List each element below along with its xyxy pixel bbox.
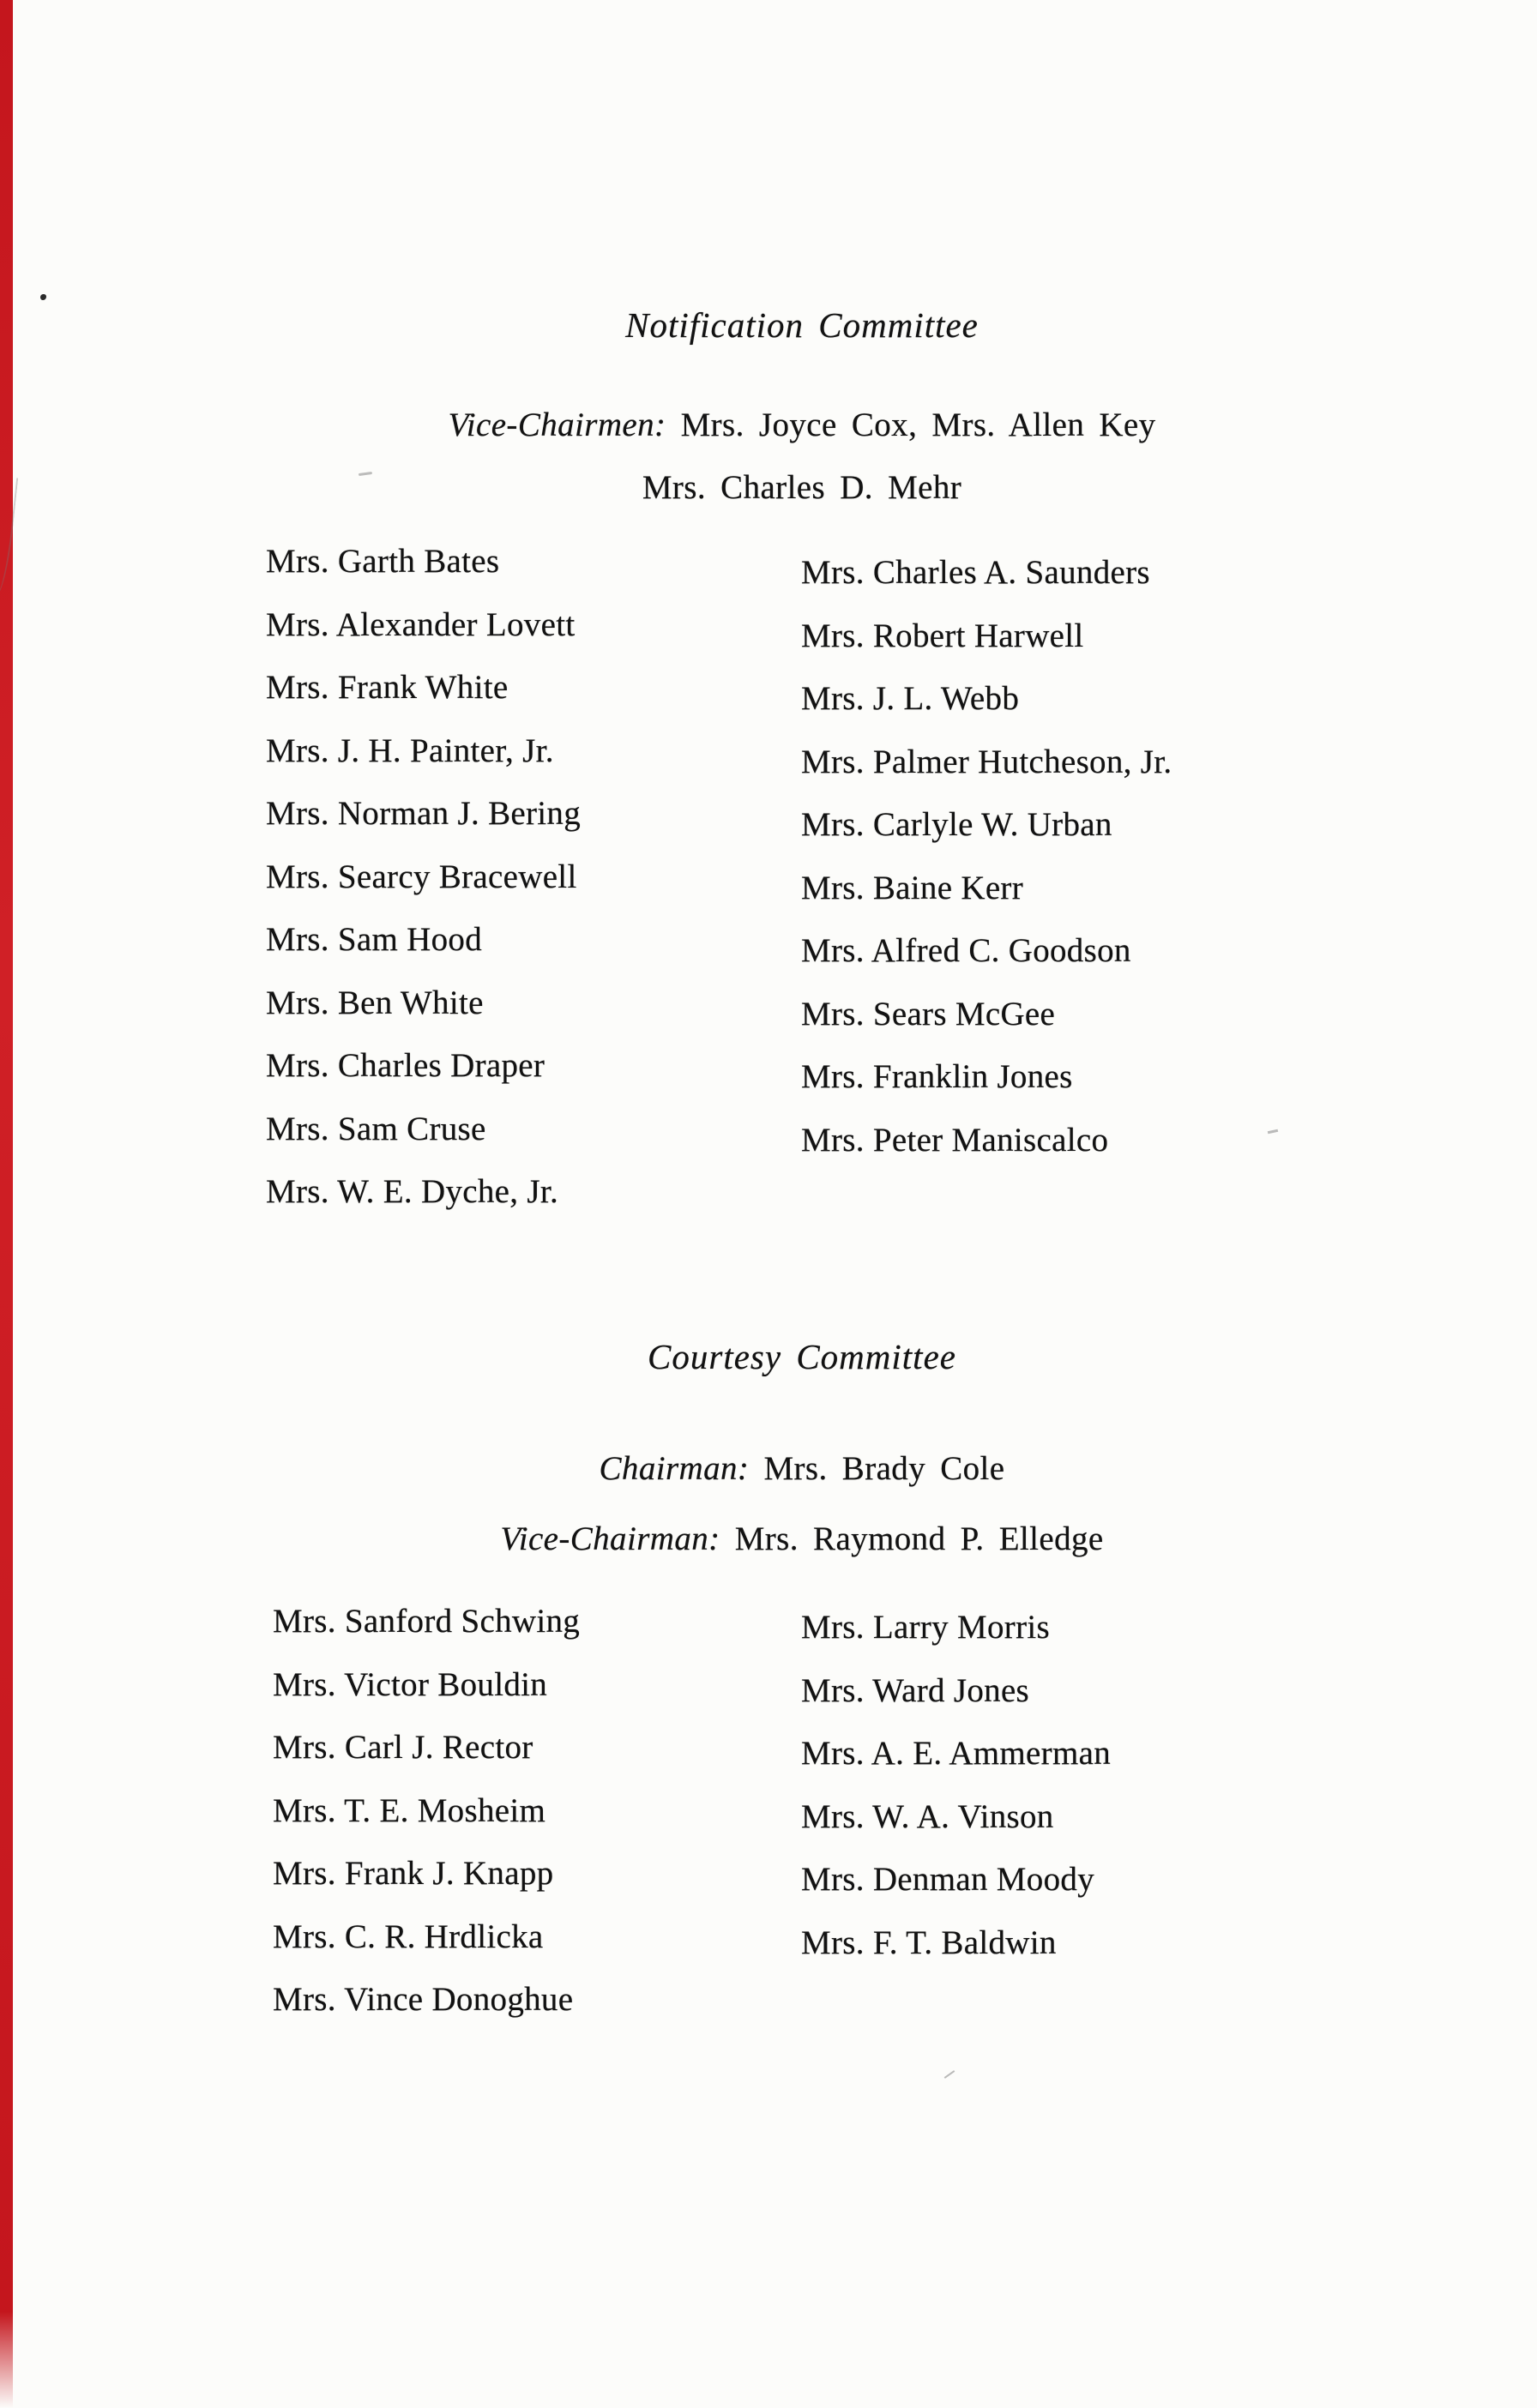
vice-chairmen-names-line2: Mrs. Charles D. Mehr [642,469,962,506]
committee-member: Mrs. Charles Draper [266,1047,545,1084]
notification-members-right-column [801,541,1172,1171]
committee-member: Mrs. Searcy Bracewell [266,858,577,895]
notification-committee-title: Notification Committee [625,305,979,345]
committee-member: Mrs. A. E. Ammerman [801,1735,1112,1772]
vice-chairmen-label: Vice-Chairmen: [448,406,666,443]
scan-artifact-tick [1268,1129,1278,1134]
vice-chairman-name: Mrs. Raymond P. Elledge [734,1520,1104,1557]
committee-member: Mrs. Sears McGee [801,995,1056,1032]
vice-chairmen-names: Mrs. Joyce Cox, Mrs. Allen Key [680,406,1156,443]
notification-vice-chairmen-line [266,406,1338,444]
committee-member: Mrs. F. T. Baldwin [801,1923,1057,1961]
committee-member: Mrs. Robert Harwell [801,617,1084,654]
committee-member: Mrs. T. E. Mosheim [273,1791,546,1829]
chairman-name: Mrs. Brady Cole [763,1450,1005,1487]
committee-member: Mrs. Alexander Lovett [266,605,576,643]
courtesy-committee-title: Courtesy Committee [648,1337,956,1376]
committee-member: Mrs. Vince Donoghue [273,1981,574,2018]
committee-member: Mrs. W. E. Dyche, Jr. [266,1173,559,1210]
committee-member: Mrs. Carl J. Rector [273,1729,533,1766]
committee-member: Mrs. Frank J. Knapp [273,1855,554,1892]
courtesy-chairman-line [266,1449,1338,1488]
committee-member: Mrs. Victor Bouldin [273,1665,548,1703]
committee-member: Mrs. Sanford Schwing [273,1603,581,1640]
committee-member: Mrs. C. R. Hrdlicka [273,1917,544,1955]
committee-member: Mrs. Carlyle W. Urban [801,806,1112,843]
committee-member: Mrs. Norman J. Bering [266,795,582,832]
committee-member: Mrs. Charles A. Saunders [801,554,1150,591]
courtesy-members-right-column [801,1596,1111,1974]
committee-member: Mrs. Sam Cruse [266,1110,486,1147]
courtesy-members-left-column [273,1590,580,2032]
committee-member: Mrs. Ward Jones [801,1671,1030,1709]
committee-member: Mrs. Alfred C. Goodson [801,932,1131,969]
committee-member: Mrs. Larry Morris [801,1609,1050,1646]
scan-artifact-slash [944,2070,955,2079]
committee-member: Mrs. Denman Moody [801,1861,1094,1898]
committee-member: Mrs. Palmer Hutcheson, Jr. [801,743,1172,780]
red-spine-edge [0,0,13,2408]
committee-member: Mrs. Baine Kerr [801,869,1024,906]
committee-member: Mrs. Peter Maniscalco [801,1121,1109,1159]
scan-artifact-dot [40,294,46,300]
committee-member: Mrs. Sam Hood [266,921,482,958]
committee-member: Mrs. Frank White [266,669,509,706]
committee-member: Mrs. Garth Bates [266,543,500,580]
notification-members-left-column [266,530,581,1224]
committee-member: Mrs. Ben White [266,984,484,1021]
committee-member: Mrs. Franklin Jones [801,1058,1073,1095]
vice-chairman-label: Vice-Chairman: [500,1520,720,1557]
courtesy-vice-chairman-line [266,1520,1338,1558]
committee-member: Mrs. J. L. Webb [801,680,1020,717]
committee-member: Mrs. J. H. Painter, Jr. [266,731,554,769]
chairman-label: Chairman: [599,1450,750,1487]
committee-member: Mrs. W. A. Vinson [801,1797,1054,1835]
